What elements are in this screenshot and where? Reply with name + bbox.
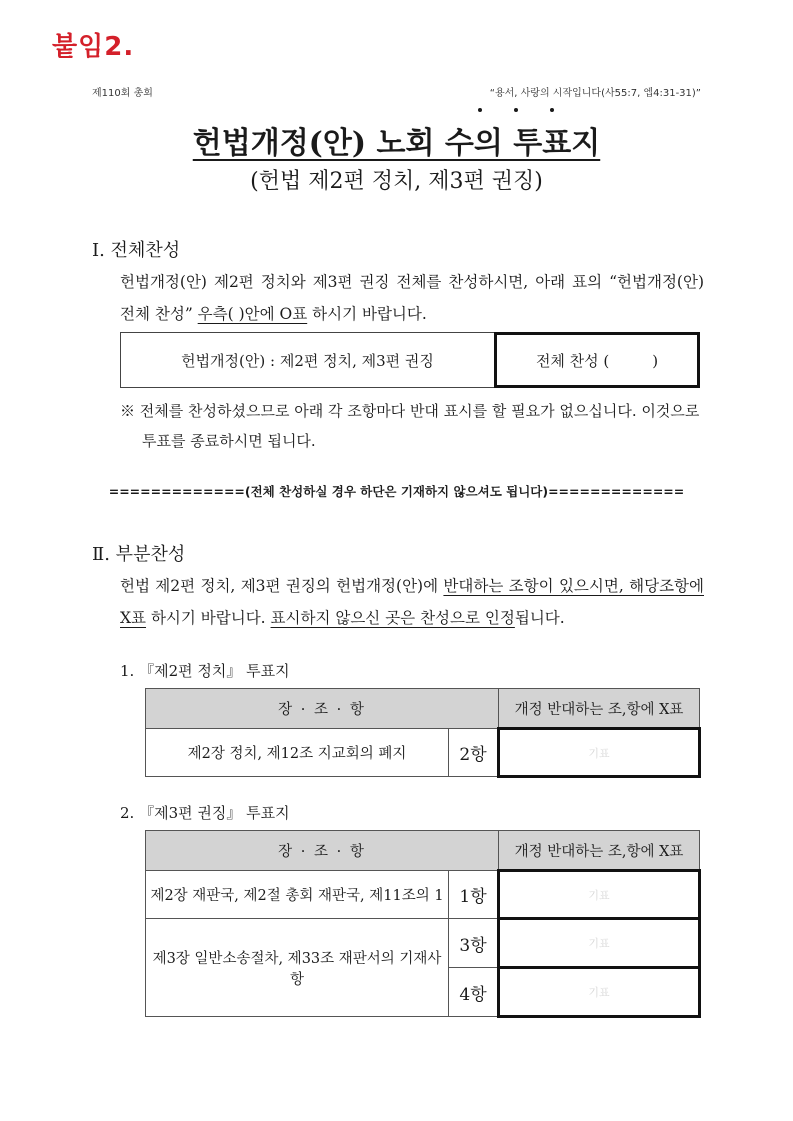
table-row <box>146 919 700 968</box>
page-title-text: 헌법개정(안) 노회 수의 투표지 <box>192 126 601 161</box>
table-row <box>146 871 700 919</box>
section-2-text-d: 표시하지 않으신 곳은 찬성으로 인정 <box>270 609 515 627</box>
article-cell: 제2장 재판국, 제2절 총회 재판국, 제11조의 1 <box>146 871 449 919</box>
clause-cell: 1항 <box>449 871 499 919</box>
assembly-label: 제110회 총회 <box>92 88 153 99</box>
section-divider: =============(전체 찬성하실 경우 하단은 기재하지 않으셔도 됩니다)============= <box>108 484 685 499</box>
section-1-heading: Ⅰ. 전체찬성 <box>92 240 181 261</box>
section-1-note: ※ 전체를 찬성하셨으므로 아래 각 조항마다 반대 표시를 할 필요가 없으십니다. 이것으로 투표를 종료하시면 됩니다. <box>120 402 700 450</box>
section-2-text-e: 됩니다. <box>514 609 565 627</box>
table-2-title: 2. 『제3편 권징』 투표지 <box>120 804 290 822</box>
table-header-row <box>146 831 700 871</box>
attachment-label: 붙임2. <box>52 32 135 62</box>
section-2-instructions <box>120 570 704 634</box>
column-header-aspect: 장 · 조 · 항 <box>146 689 499 729</box>
column-header-aspect: 장 · 조 · 항 <box>146 831 499 871</box>
vote-mark-cell[interactable]: 기표 <box>499 729 700 777</box>
table-1-title: 1. 『제2편 정치』 투표지 <box>120 662 290 680</box>
table-row <box>146 729 700 777</box>
section-1-text-a: 헌법개정(안) 제2편 정치와 제3편 권징 전체를 찬성하시면, 아래 표의 “헌법개정(안) 전체 찬성” <box>120 273 704 323</box>
full-approval-box <box>120 332 700 388</box>
section-1-text-b: 우측( )안에 O표 <box>197 305 308 323</box>
section-2-text-a: 헌법 제2편 정치, 제3편 권징의 헌법개정(안)에 <box>120 577 444 595</box>
vote-mark-cell[interactable]: 기표 <box>499 919 700 968</box>
clause-cell: 2항 <box>449 729 499 777</box>
emphasis-dot <box>514 108 518 112</box>
section-1-text-c: 하시기 바랍니다. <box>307 305 427 323</box>
section-1-instructions <box>120 266 704 330</box>
section-2-text-c: 하시기 바랍니다. <box>146 609 271 627</box>
discipline-ballot-table <box>145 830 701 1018</box>
article-cell: 제2장 정치, 제12조 지교회의 폐지 <box>146 729 449 777</box>
page-title <box>0 118 793 162</box>
column-header-mark: 개정 반대하는 조,항에 X표 <box>499 689 700 729</box>
clause-cell: 4항 <box>449 968 499 1017</box>
vote-mark-cell[interactable]: 기표 <box>499 968 700 1017</box>
page-subtitle: (헌법 제2편 정치, 제3편 권징) <box>250 169 543 194</box>
column-header-mark: 개정 반대하는 조,항에 X표 <box>499 831 700 871</box>
politics-ballot-table <box>145 688 701 778</box>
full-approval-vote-field[interactable]: 전체 찬성 ( ) <box>494 332 700 388</box>
article-cell: 제3장 일반소송절차, 제33조 재판서의 기재사항 <box>146 919 449 1017</box>
section-2-text-b: 반대하는 조항이 있으시면, 해당조항에 X표 <box>120 577 704 627</box>
emphasis-dot <box>478 108 482 112</box>
emphasis-dot <box>550 108 554 112</box>
theme-motto: “용서, 사랑의 시작입니다(사55:7, 엡4:31-31)” <box>489 88 701 99</box>
clause-cell: 3항 <box>449 919 499 968</box>
section-2-heading: Ⅱ. 부분찬성 <box>92 544 186 565</box>
table-header-row <box>146 689 700 729</box>
full-approval-label: 헌법개정(안) : 제2편 정치, 제3편 권징 <box>181 351 434 370</box>
vote-mark-cell[interactable]: 기표 <box>499 871 700 919</box>
